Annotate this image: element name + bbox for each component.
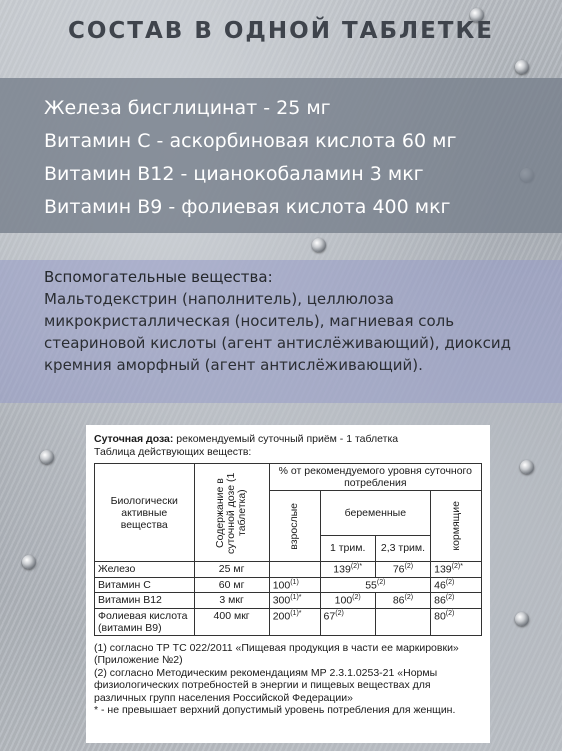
- footnote-ref: (2): [335, 609, 344, 617]
- rivet-decoration: [515, 60, 529, 74]
- cell-name: Фолиевая кислота (витамин В9): [95, 608, 195, 635]
- footnote-ref: (1): [290, 578, 299, 586]
- footnote-ref: (1)*: [290, 594, 302, 601]
- cell-adults: [269, 608, 320, 635]
- rivet-decoration: [520, 460, 534, 474]
- value: 100: [334, 594, 353, 607]
- cell-adults: [269, 577, 320, 593]
- ingredient-line: Витамин В12 - цианокобаламин 3 мкг: [44, 163, 424, 185]
- rivet-decoration: [40, 450, 54, 464]
- excipients-text: Мальтодекстрин (наполнитель), целлюлоза микрокристаллическая (носитель), магниевая соль стеариновой кислоты (агент антислёживающий), диоксид кремния аморфный (агент антислёживающий).: [44, 290, 512, 374]
- footnote: (2) согласно Методическим рекомендациям МР 2.3.1.0253-21 «Нормы физиологических потребностей в энергии и пищевых веществах для различных групп населения Российской Федерации»: [94, 666, 438, 704]
- nutrition-card: [86, 425, 490, 743]
- rivet-decoration: [312, 238, 326, 252]
- header-adults-text: взрослые: [288, 502, 301, 550]
- daily-dose: [94, 433, 482, 446]
- footnote-ref: (2): [352, 594, 361, 601]
- header-percent-group: % от рекомендуемого уровня суточного потребления: [269, 464, 481, 491]
- footnote-ref: (2): [445, 578, 455, 586]
- table-row: [95, 593, 482, 609]
- value: 86: [434, 594, 446, 607]
- cell-amount: 60 мг: [194, 577, 269, 593]
- cell-nursing: [431, 608, 482, 635]
- excipients-block: [0, 260, 562, 405]
- cell-name: Железо: [95, 562, 195, 578]
- header-nursing: [431, 491, 482, 562]
- ingredients-band: [0, 78, 562, 233]
- value: 46: [434, 579, 446, 591]
- cell-name: Витамин С: [95, 577, 195, 593]
- cell-trim23: [375, 593, 430, 609]
- cell-trim1: [320, 593, 375, 609]
- cell-trim23: [375, 562, 430, 578]
- table-caption: Таблица действующих веществ:: [94, 446, 252, 458]
- footnote: (1) согласно ТР ТС 022/2011 «Пищевая продукция в части ее маркировки» (Приложение №2): [94, 641, 459, 666]
- cell-amount: 400 мкг: [194, 608, 269, 635]
- dose-text: рекомендуемый суточный приём - 1 таблетка: [173, 433, 399, 445]
- value: 80: [434, 610, 446, 622]
- value: 100: [272, 579, 291, 591]
- cell-nursing: [431, 562, 482, 578]
- footnote-ref: (2)*: [451, 563, 463, 570]
- footnotes: [94, 642, 482, 717]
- value: 300: [272, 594, 291, 607]
- footnote-ref: (2): [445, 594, 455, 601]
- page-title: СОСТАВ В ОДНОЙ ТАБЛЕТКЕ: [67, 18, 494, 44]
- table-row: [95, 562, 482, 578]
- header-content-text: Содержание в суточной дозе (1 таблетка): [214, 471, 249, 554]
- cell-adults: [269, 562, 320, 578]
- cell-amount: 25 мг: [194, 562, 269, 578]
- header-trim1: 1 трим.: [320, 535, 375, 561]
- value: 139: [333, 563, 351, 576]
- cell-nursing: [431, 577, 482, 593]
- cell-trim23: [375, 608, 430, 635]
- rivet-decoration: [515, 612, 529, 626]
- dose-label: Суточная доза:: [94, 433, 174, 445]
- footnote-ref: (2)*: [350, 563, 363, 570]
- cell-trim1: [320, 562, 375, 578]
- cell-pregnant-merged: [320, 577, 431, 593]
- value: 55: [365, 579, 377, 591]
- header-trim23: 2,3 трим.: [375, 535, 430, 561]
- header-adults: [269, 491, 320, 562]
- header-substances: Биологически активные вещества: [95, 464, 195, 562]
- value: 139: [434, 563, 452, 576]
- cell-name: Витамин В12: [95, 593, 195, 609]
- cell-nursing: [431, 593, 482, 609]
- value: 76: [392, 563, 405, 576]
- cell-adults: [269, 593, 320, 609]
- footnote-ref: (2): [445, 609, 455, 617]
- nutrition-table: [94, 463, 482, 636]
- table-row: [95, 608, 482, 635]
- footnote-ref: (2): [404, 594, 414, 601]
- footnote-ref: (2): [376, 578, 386, 586]
- header-nursing-text: кормящие: [449, 501, 462, 551]
- cell-trim1: [320, 608, 375, 635]
- footnote: * - не превышает верхний допустимый уровень потребления для женщин.: [94, 704, 456, 716]
- value: 67: [323, 610, 336, 622]
- table-row: [95, 577, 482, 593]
- value: 200: [272, 610, 291, 622]
- footnote-ref: (2): [404, 563, 414, 570]
- ingredient-line: Железа бисглицинат - 25 мг: [44, 97, 331, 119]
- value: 86: [392, 594, 405, 607]
- rivet-decoration: [22, 555, 36, 569]
- header-content: [194, 464, 269, 562]
- ingredient-line: Витамин В9 - фолиевая кислота 400 мкг: [44, 196, 451, 218]
- cell-amount: 3 мкг: [194, 593, 269, 609]
- ingredient-line: Витамин С - аскорбиновая кислота 60 мг: [44, 130, 457, 152]
- excipients-heading: Вспомогательные вещества:: [44, 268, 273, 286]
- footnote-ref: (1)*: [290, 609, 302, 617]
- header-pregnant: беременные: [320, 491, 431, 536]
